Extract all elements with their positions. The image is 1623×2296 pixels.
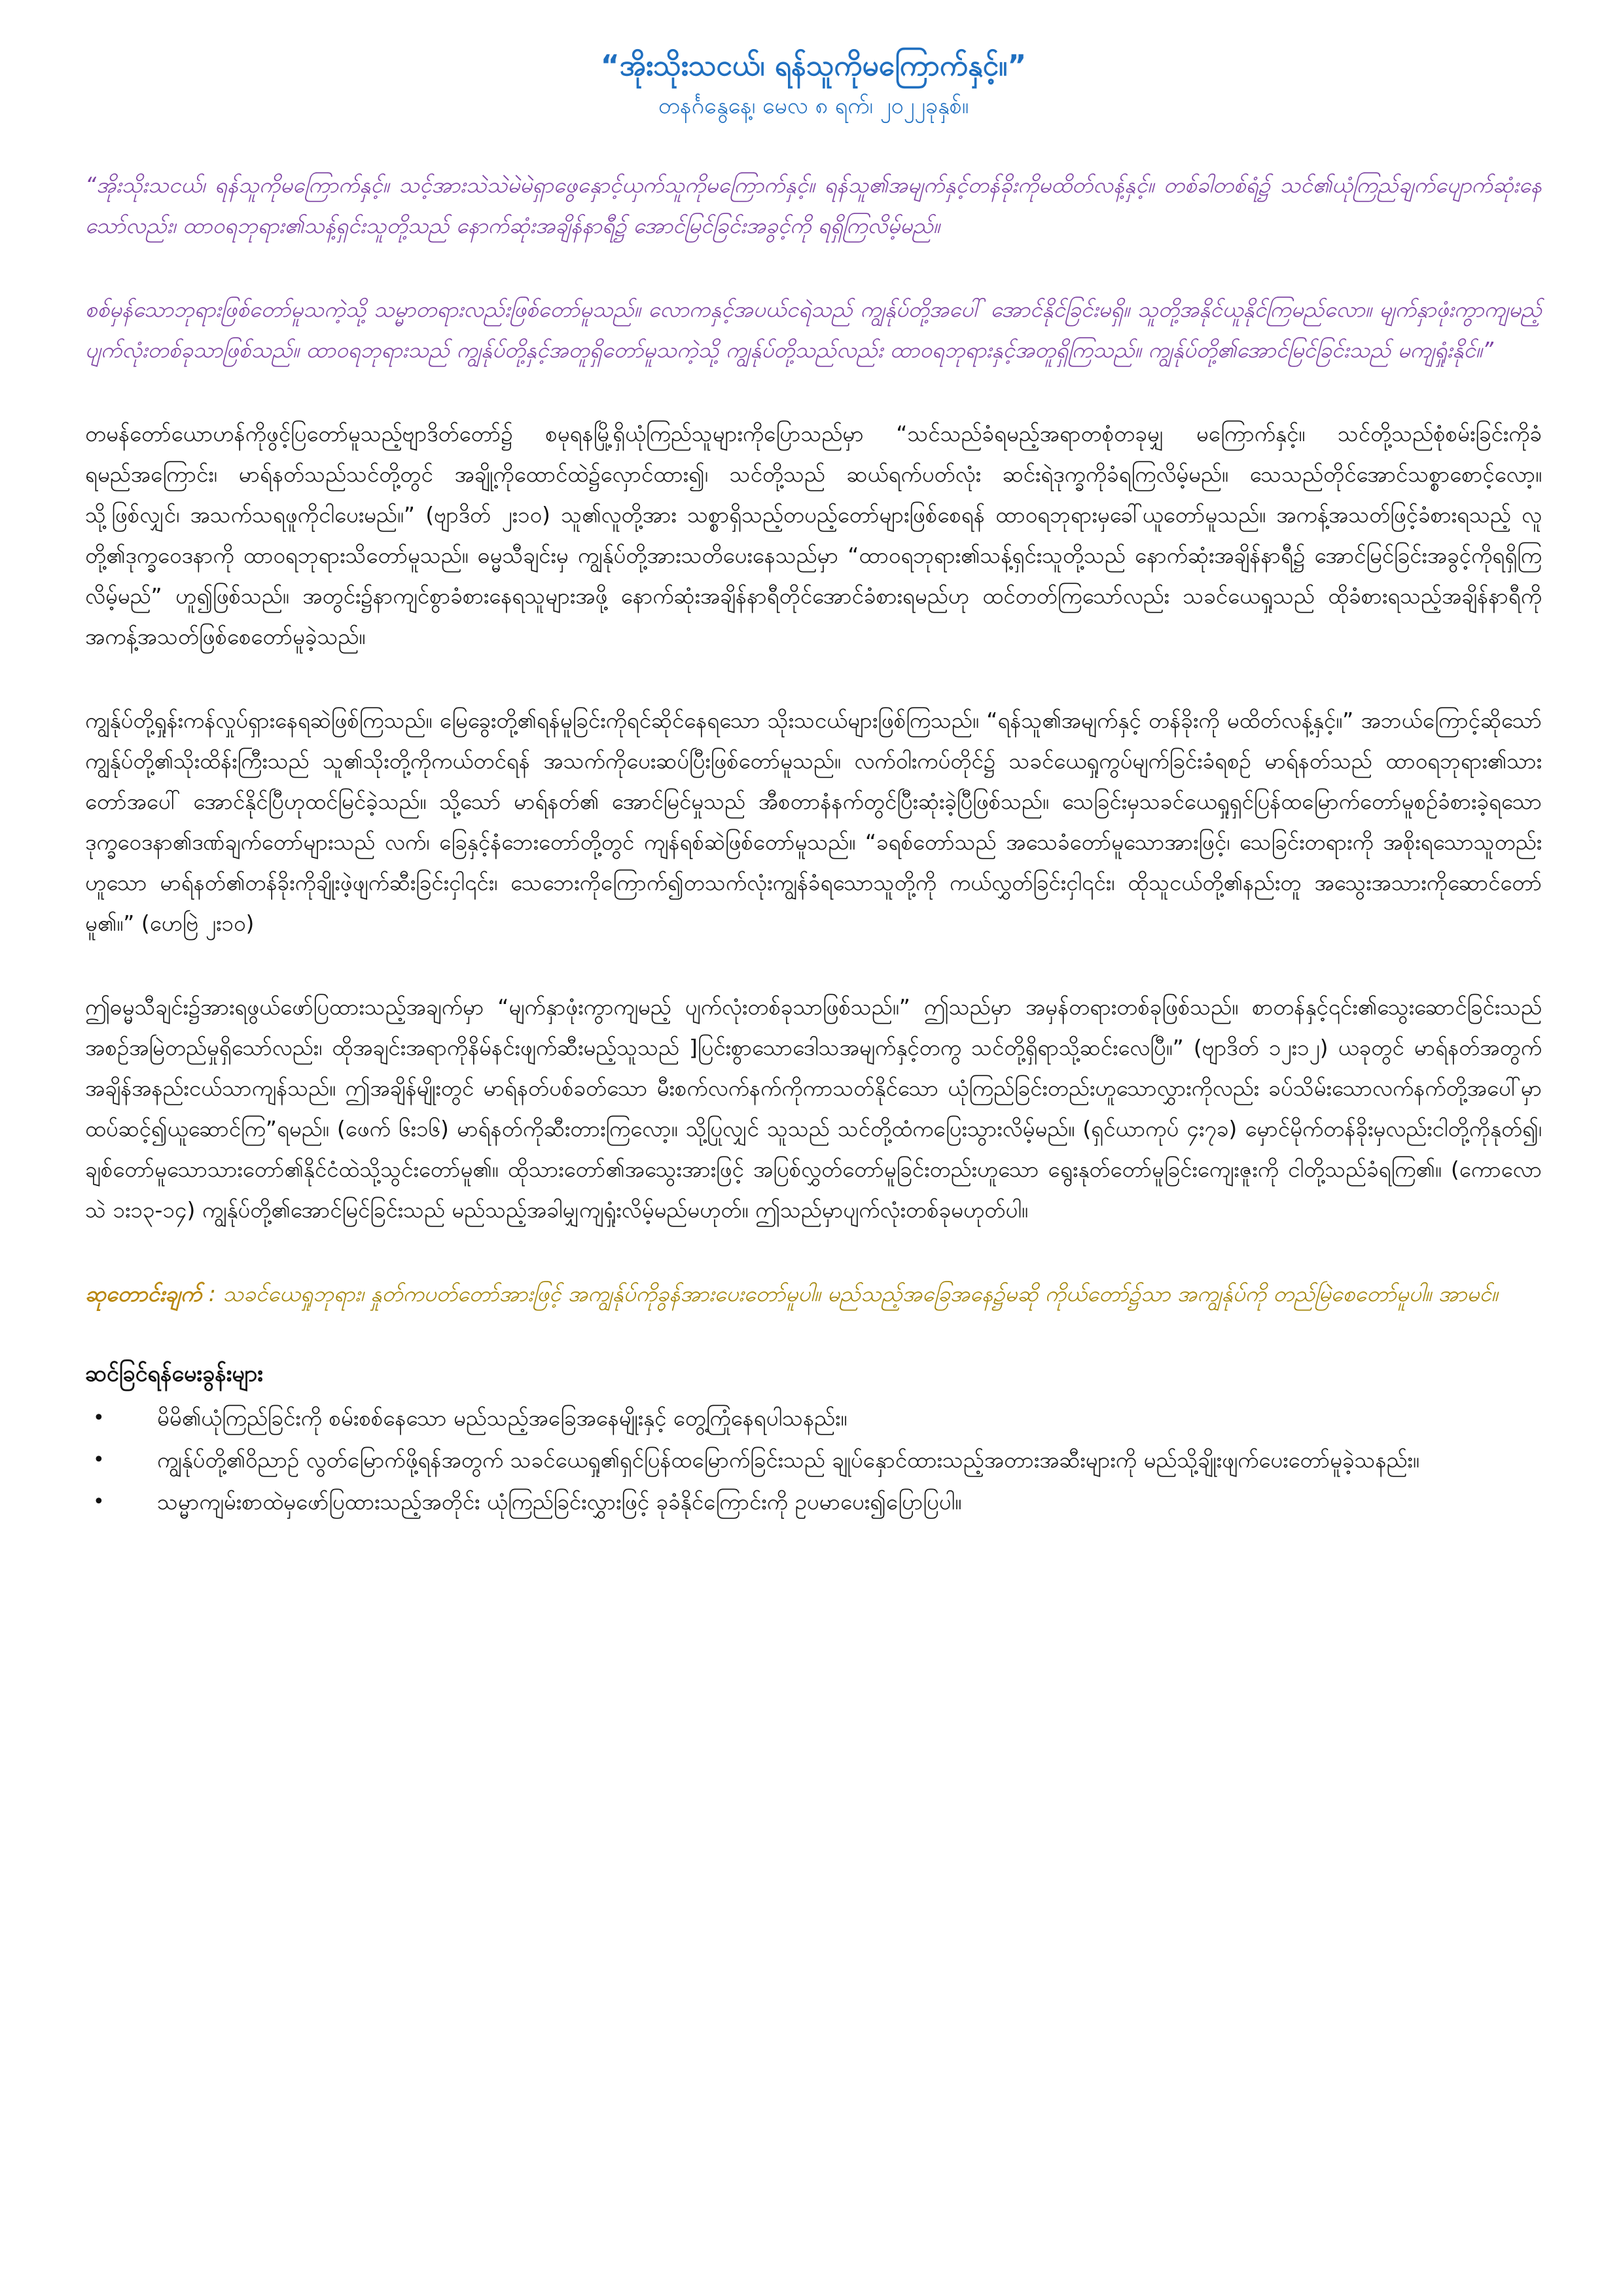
bullet-icon: • [93,1407,105,1429]
body-paragraph-2: ကျွန်ုပ်တို့ရှုန်းကန်လှုပ်ရှားနေရဆဲဖြစ်ကြသည်။ မြေခွေးတို့၏ရန်မူခြင်းကိုရင်ဆိုင်နေရသော သိုးသငယ်များဖြစ်ကြသည်။ “ရန်သူ၏အမျက်နှင့် တန်ခိုးကို မထိတ်လန့်နှင့်။” အဘယ်ကြောင့်ဆိုသော် ကျွန်ုပ်တို့၏သိုးထိန်းကြီးသည် သူ၏သိုးတို့ကိုကယ်တင်ရန် အသက်ကိုပေးဆပ်ပြီးဖြစ်တော်မူသည်။ လက်ဝါးကပ်တိုင်၌ သခင်ယေရှုကွပ်မျက်ခြင်းခံရစဉ် မာရ်နတ်သည် ထာဝရဘုရား၏သားတော်အပေါ် အောင်နိုင်ပြီဟုထင်မြင်ခဲ့သည်။ သို့သော် မာရ်နတ်၏ အောင်မြင်မှုသည် အီစတာနံနက်တွင်ပြီးဆုံးခဲ့ပြီဖြစ်သည်။ သေခြင်းမှသခင်ယေရှုရှင်ပြန်ထမြောက်တော်မူစဉ်ခံစားခဲ့ရသော ဒုက္ခဝေဒနာ၏ဒဏ်ချက်တော်များသည် လက်၊ ခြေနှင့်နံဘေးတော်တို့တွင် ကျန်ရစ်ဆဲဖြစ်တော်မူသည်။ “ခရစ်တော်သည် အသေခံတော်မူသောအားဖြင့်၊ သေခြင်းတရားကို အစိုးရသောသူတည်းဟူသော မာရ်နတ်၏တန်ခိုးကိုချိုးဖဲ့ဖျက်ဆီးခြင်းငှါ၎င်း၊ သေဘေးကိုကြောက်၍တသက်လုံးကျွန်ခံရသောသူတို့ကို ကယ်လွှတ်ခြင်းငှါ၎င်း၊ ထိုသူငယ်တို့၏နည်းတူ အသွေးအသားကိုဆောင်တော်မူ၏။” (ဟေဗြဲ ၂း၁၀) [85,708,1542,936]
body-paragraph-3: ဤဓမ္မသီချင်း၌အားရဖွယ်ဖော်ပြထားသည့်အချက်မှာ “မျက်နှာဖုံးကွာကျမည့် ပျက်လုံးတစ်ခုသာဖြစ်သည်။” ဤသည်မှာ အမှန်တရားတစ်ခုဖြစ်သည်။ စာတန်နှင့်၎င်း၏သွေးဆောင်ခြင်းသည် အစဉ်အမြဲတည်မှုရှိသော်လည်း၊ ထိုအချင်းအရာကိုနိမ်နင်းဖျက်ဆီးမည့်သူသည် ]ပြင်းစွာသောဒေါသအမျက်နှင့်တကွ သင်တို့ရှိရာသို့ဆင်းလေပြီ။” (ဗျာဒိတ် ၁၂း၁၂) ယခုတွင် မာရ်နတ်အတွက် အချိန်အနည်းငယ်သာကျန်သည်။ ဤအချိန်မျိုးတွင် မာရ်နတ်ပစ်ခတ်သော မီးစက်လက်နက်ကိုကာသတ်နိုင်သော ယုံကြည်ခြင်းတည်းဟူသောလွှားကိုလည်း ခပ်သိမ်းသောလက်နက်တို့အပေါ်မှာ ထပ်ဆင့်၍ယူဆောင်ကြ”ရမည်။ (ဖေက် ၆း၁၆) မာရ်နတ်ကိုဆီးတားကြလော့။ သို့ပြုလျှင် သူသည် သင်တို့ထံကပြေးသွားလိမ့်မည်။ (ရှင်ယာကုပ် ၄း၇ခ) မှောင်မိုက်တန်ခိုးမှလည်းငါတို့ကိုနုတ်၍၊ ချစ်တော်မူသောသားတော်၏နိုင်ငံထဲသို့သွင်းတော်မူ၏။ ထိုသားတော်၏အသွေးအားဖြင့် အပြစ်လွှတ်တော်မူခြင်းတည်းဟူသော ရွေးနုတ်တော်မူခြင်းကျေးဇူးကို ငါတို့သည်ခံရကြ၏။ (ကောလောသဲ ၁း၁၃-၁၄) ကျွန်ုပ်တို့၏အောင်မြင်ခြင်းသည် မည်သည့်အခါမျှကျရှုံးလိမ့်မည်မဟုတ်။ ဤသည်မှာပျက်လုံးတစ်ခုမဟုတ်ပါ။ [85,994,1542,1223]
questions-heading: ဆင်ခြင်ရန်မေးခွန်းများ [85,1361,263,1387]
prayer-separator: : [202,1281,223,1306]
quote-paragraph-1: “အိုးသိုးသငယ်၊ ရန်သူကိုမကြောက်နှင့်။ သင့်အားသဲသဲမဲမဲရှာဖွေနှောင့်ယှက်သူကိုမကြောက်နှင့်။ ရန်သူ၏အမျက်နှင့်တန်ခိုးကိုမထိတ်လန့်နှင့်။ တစ်ခါတစ်ရံ၌ သင်၏ယုံကြည်ချက်ပျောက်ဆုံးနေသော်လည်း၊ ထာဝရဘုရား၏သန့်ရှင်းသူတို့သည် နောက်ဆုံးအချိန်နာရီ၌ အောင်မြင်ခြင်းအခွင့်ကို ရရှိကြလိမ့်မည်။ [85,172,1542,238]
prayer-text: သခင်ယေရှုဘုရား၊ နှုတ်ကပတ်တော်အားဖြင့် အကျွန်ုပ်ကိုခွန်အားပေးတော်မူပါ။ မည်သည့်အခြေအနေ၌မဆို ကိုယ်တော်၌သာ အကျွန်ုပ်ကို တည်မြဲစေတော်မူပါ။ အာမင်။ [223,1281,1498,1306]
question-text: သမ္မာကျမ်းစာထဲမှဖော်ပြထားသည့်အတိုင်း ယုံကြည်ခြင်းလွှားဖြင့် ခုခံနိုင်ကြောင်းကို ဥပမာပေး၍ပြောပြပါ။ [157,1489,962,1515]
prayer-paragraph [85,1274,1542,1314]
list-item [85,1482,1542,1522]
bullet-icon: • [93,1490,105,1513]
quote-paragraph-2: စစ်မှန်သောဘုရားဖြစ်တော်မူသကဲ့သို့ သမ္မာတရားလည်းဖြစ်တော်မူသည်။ လောကနှင့်အပယ်ငရဲသည် ကျွန်ုပ်တို့အပေါ် အောင်နိုင်ခြင်းမရှိ။ သူတို့အနိုင်ယူနိုင်ကြမည်လော။ မျက်နှာဖုံးကွာကျမည့်ပျက်လုံးတစ်ခုသာဖြစ်သည်။ ထာဝရဘုရားသည် ကျွန်ုပ်တို့နှင့်အတူရှိတော်မူသကဲ့သို့ ကျွန်ုပ်တို့သည်လည်း ထာဝရဘုရားနှင့်အတူရှိကြသည်။ ကျွန်ုပ်တို့၏အောင်မြင်ခြင်းသည် မကျရှုံးနိုင်။” [85,296,1542,363]
question-text: မိမိ၏ယုံကြည်ခြင်းကို စမ်းစစ်နေသော မည်သည့်အခြေအနေမျိုးနှင့် တွေ့ကြုံနေရပါသနည်း။ [157,1405,847,1431]
list-item [85,1440,1542,1480]
document-page [85,46,1542,1524]
page-title: “အိုးသိုးသငယ်၊ ရန်သူကိုမကြောက်နှင့်။” [600,49,1027,82]
page-date: တနင်္ဂနွေနေ့၊ မေလ ၈ ရက်၊ ၂၀၂၂ခုနှစ်။ [658,93,969,119]
question-text: ကျွန်ုပ်တို့၏ဝိညာဉ် လွတ်မြောက်ဖို့ရန်အတွက် သခင်ယေရှု၏ရှင်ပြန်ထမြောက်ခြင်းသည် ချုပ်နှောင်ထားသည့်အတားအဆီးများကို မည်သို့ချိုးဖျက်ပေးတော်မူခဲ့သနည်း။ [157,1447,1419,1473]
body-paragraph-1: တမန်တော်ယောဟန်ကိုဖွင့်ပြတော်မူသည့်ဗျာဒိတ်တော်၌ စမုရနမြို့ရှိယုံကြည်သူများကိုပြောသည်မှာ “သင်သည်ခံရမည့်အရာတစုံတခုမျှ မကြောက်နှင့်။ သင်တို့သည်စုံစမ်းခြင်းကိုခံရမည်အကြောင်း၊ မာရ်နတ်သည်သင်တို့တွင် အချို့ကိုထောင်ထဲ၌လှောင်ထား၍၊ သင်တို့သည် ဆယ်ရက်ပတ်လုံး ဆင်းရဲဒုက္ခကိုခံရကြလိမ့်မည်။ သေသည်တိုင်အောင်သစ္စာစောင့်လော့။ သို့ဖြစ်လျှင်၊ အသက်သရဖူကိုငါပေးမည်။” (ဗျာဒိတ် ၂း၁၀) သူ၏လူတို့အား သစ္စာရှိသည့်တပည့်တော်များဖြစ်စေရန် ထာဝရဘုရားမှခေါ်ယူတော်မူသည်။ အကန့်အသတ်ဖြင့်ခံစားရသည့် လူတို့၏ဒုက္ခဝေဒနာကို ထာဝရဘုရားသိတော်မူသည်။ ဓမ္မသီချင်းမှ ကျွန်ုပ်တို့အားသတိပေးနေသည်မှာ “ထာဝရဘုရား၏သန့်ရှင်းသူတို့သည် နောက်ဆုံးအချိန်နာရီ၌ အောင်မြင်ခြင်းအခွင့်ကိုရရှိကြလိမ့်မည်” ဟူ၍ဖြစ်သည်။ အတွင်း၌နာကျင်စွာခံစားနေရသူများအဖို့ နောက်ဆုံးအချိန်နာရီတိုင်အောင်ခံစားရမည်ဟု ထင်တတ်ကြသော်လည်း သခင်ယေရှုသည် ထိုခံစားရသည့်အချိန်နာရီကို အကန့်အသတ်ဖြစ်စေတော်မူခဲ့သည်။ [85,421,1542,649]
questions-list [85,1398,1542,1522]
list-item [85,1398,1542,1439]
prayer-label: ဆုတောင်းချက် [85,1281,202,1306]
bullet-icon: • [93,1448,105,1471]
